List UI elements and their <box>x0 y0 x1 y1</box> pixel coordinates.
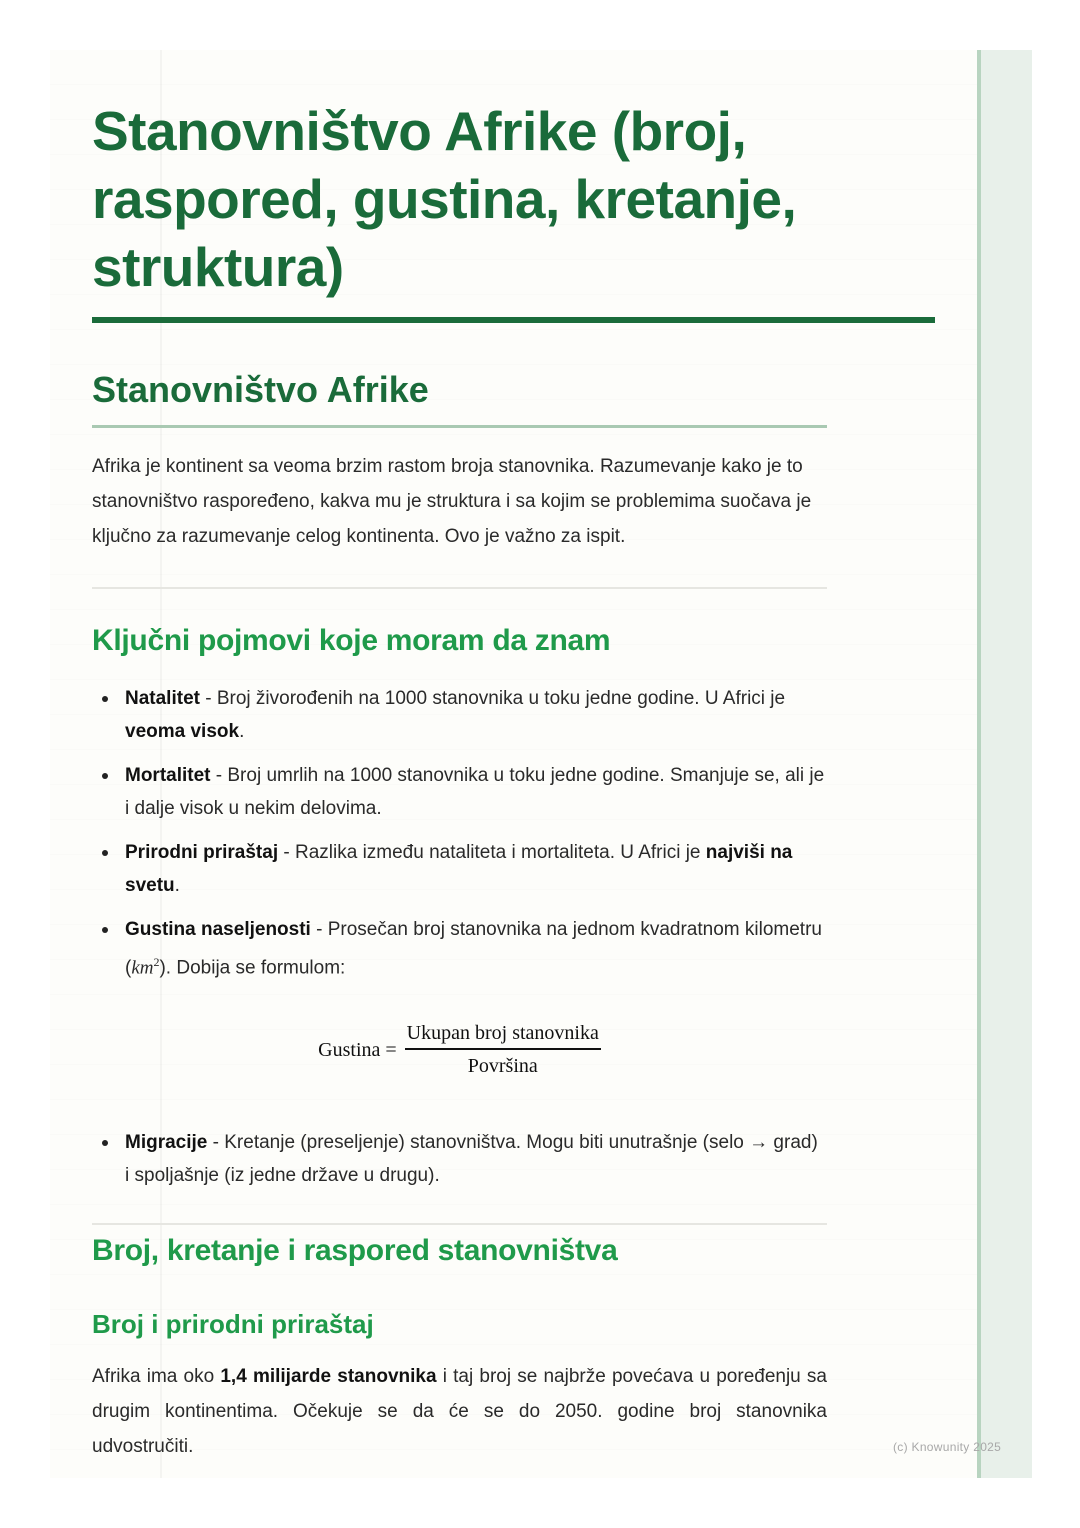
term-emphasis: najviši na svetu <box>125 842 793 896</box>
key-terms-list <box>92 682 827 1192</box>
term-punct: . <box>174 875 180 896</box>
title-divider <box>92 317 935 323</box>
term-text-after: ). Dobija se formulom: <box>159 957 346 979</box>
copyright-watermark: (c) Knowunity 2025 <box>893 1440 1002 1454</box>
term-text: - Broj živorođenih na 1000 stanovnika u toku jedne godine. U Africi je <box>199 688 786 709</box>
term-label: Mortalitet <box>125 765 211 786</box>
section-divider <box>92 1223 827 1225</box>
heading-underline <box>92 425 827 428</box>
unit-exponent: 2 <box>153 955 160 969</box>
list-item-natalitet <box>92 682 827 748</box>
population-paragraph <box>92 1359 827 1464</box>
list-item-mortalitet <box>92 759 827 825</box>
subsection-heading-growth: Broj i prirodni priraštaj <box>92 1309 374 1339</box>
term-text: - Prosečan broj stanovnika na jednom kvadratnom kilometru ( <box>125 919 822 979</box>
term-label: Natalitet <box>125 688 200 709</box>
formula-numerator: Ukupan broj stanovnika <box>405 1020 601 1050</box>
term-text: - Razlika između nataliteta i mortaliteta. U Africi je <box>278 842 706 863</box>
section-heading-intro: Stanovništvo Afrike <box>92 369 429 410</box>
population-section <box>92 1232 827 1464</box>
list-item-gustina <box>92 913 827 1080</box>
list-item-migracije <box>92 1126 827 1192</box>
unit-km: km <box>131 957 154 979</box>
term-punct: . <box>239 721 245 742</box>
intro-section <box>92 368 827 589</box>
term-label: Gustina naseljenosti <box>125 919 311 940</box>
term-text: - Kretanje (preseljenje) stanovništva. Mogu biti unutrašnje (selo → grad) i spoljašnje (iz jedne države u drugu). <box>125 1132 818 1187</box>
key-terms-section <box>92 622 827 1225</box>
intro-paragraph: Afrika je kontinent sa veoma brzim rastom broja stanovnika. Razumevanje kako je to stanovništvo raspoređeno, kakva mu je struktura i sa kojim se problemima suočava je ključno za razumevanje celog kontinenta. Ovo je važno za ispit. <box>92 456 812 547</box>
term-text: - Broj umrlih na 1000 stanovnika u toku jedne godine. Smanjuje se, ali je i dalje visok u nekim delovima. <box>125 765 825 819</box>
term-label: Prirodni priraštaj <box>125 842 279 863</box>
paragraph-text: Afrika ima oko <box>92 1366 221 1387</box>
right-margin-strip <box>977 50 1032 1478</box>
paragraph-emphasis: 1,4 milijarde stanovnika <box>220 1366 437 1387</box>
section-heading-population: Broj, kretanje i raspored stanovništva <box>92 1234 618 1267</box>
term-emphasis: veoma visok <box>125 721 240 742</box>
document-page <box>50 50 1032 1478</box>
list-item-prirodni-prirastaj <box>92 836 827 902</box>
formula-fraction <box>405 1020 601 1080</box>
section-heading-key-terms: Ključni pojmovi koje moram da znam <box>92 624 611 657</box>
section-divider <box>92 587 827 589</box>
page-title: Stanovništvo Afrike (broj, raspored, gustina, kretanje, struktura) <box>92 100 797 298</box>
formula-lhs: Gustina = <box>318 1038 397 1061</box>
formula-denominator: Površina <box>467 1055 538 1078</box>
density-formula <box>92 1020 827 1080</box>
term-label: Migracije <box>125 1132 208 1154</box>
paragraph-text-end: i taj broj se najbrže povećava u poređenju sa drugim kontinentima. Očekuje se da će se do 2050. godine broj stanovnika udvostručiti. <box>92 1366 828 1457</box>
